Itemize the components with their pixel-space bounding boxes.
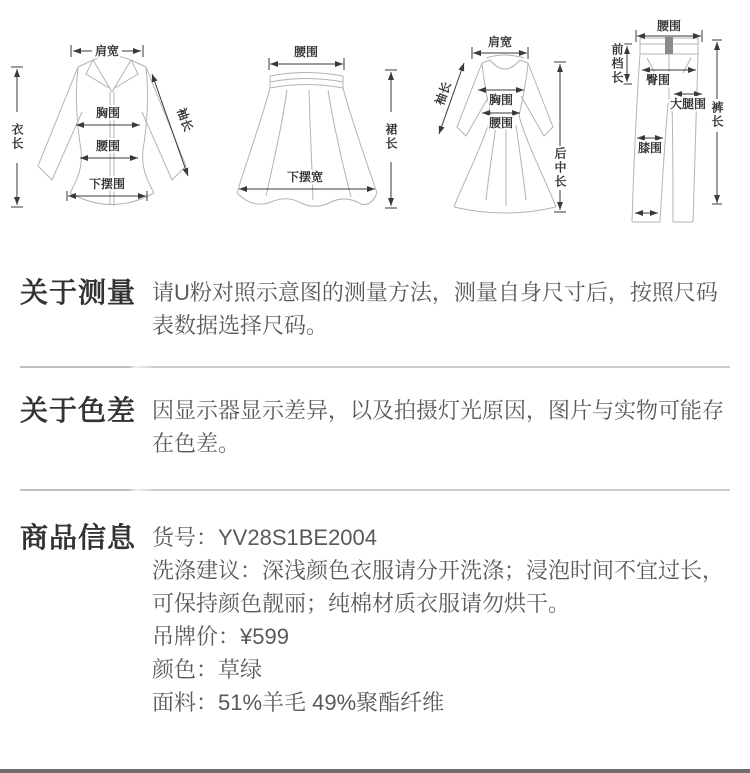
pants-outline [632,38,698,222]
shirt-diagram [0,0,220,235]
shirt-garment-length-label: 衣长 [10,123,24,151]
divider [20,489,730,491]
pants-thigh-label: 大腿围 [669,97,707,111]
dress-waist-label: 腰围 [488,116,514,130]
pants-hip-label: 臀围 [645,73,671,87]
shirt-bust-label: 胸围 [95,106,121,120]
shirt-measurements [10,43,196,207]
skirt-outline [237,73,377,207]
section-color-difference-title: 关于色差 [20,395,137,426]
product-fabric: 面料：51%羊毛 49%聚酯纤维 [152,690,445,715]
dress-back-center-length-label: 后中长 [553,147,567,189]
pants-fly-mark [665,37,673,54]
section-measurement-title: 关于测量 [20,277,137,308]
dress-bust-label: 胸围 [488,93,514,107]
shirt-sleeve-length-label: 袖长 [174,105,196,134]
pants-front-rise-label: 前档长 [610,43,624,85]
shirt-shoulder-width-label: 肩宽 [94,44,120,58]
next-section-edge [0,769,750,773]
pants-diagram [595,0,750,235]
product-item-number: 货号：YV28S1BE2004 [152,525,378,550]
section-measurement-text: 请U粉对照示意图的测量方法，测量自身尺寸后，按照尺码表数据选择尺码。 [152,280,718,338]
pants-waist-label: 腰围 [656,19,682,33]
pants-length-label: 裤长 [710,101,724,129]
shirt-waist-label: 腰围 [95,139,121,153]
product-washing-advice: 洗涤建议：深浅颜色衣服请分开洗涤；浸泡时间不宜过长，可保持颜色靓丽；纯棉材质衣服请勿烘干。 [152,558,725,616]
skirt-waist-label: 腰围 [293,45,319,59]
section-color-difference-text: 因显示器显示差异，以及拍摄灯光原因，图片与实物可能存在色差。 [152,398,725,456]
divider [20,366,730,368]
dress-sleeve-length-label: 袖长 [432,79,454,108]
measurement-diagrams [0,0,750,235]
product-tag-price: 吊牌价：¥599 [152,624,289,649]
pants-knee-label: 膝围 [637,141,663,155]
section-product-info-title: 商品信息 [20,522,137,553]
dress-diagram [420,0,615,235]
shirt-hem-label: 下摆围 [88,177,126,191]
skirt-length-label: 裙长 [384,123,398,151]
dress-shoulder-width-label: 肩宽 [487,35,513,49]
skirt-diagram [225,0,420,235]
dress-outline [454,55,556,213]
skirt-hem-width-label: 下摆宽 [286,170,324,184]
product-color: 颜色：草绿 [152,657,263,682]
